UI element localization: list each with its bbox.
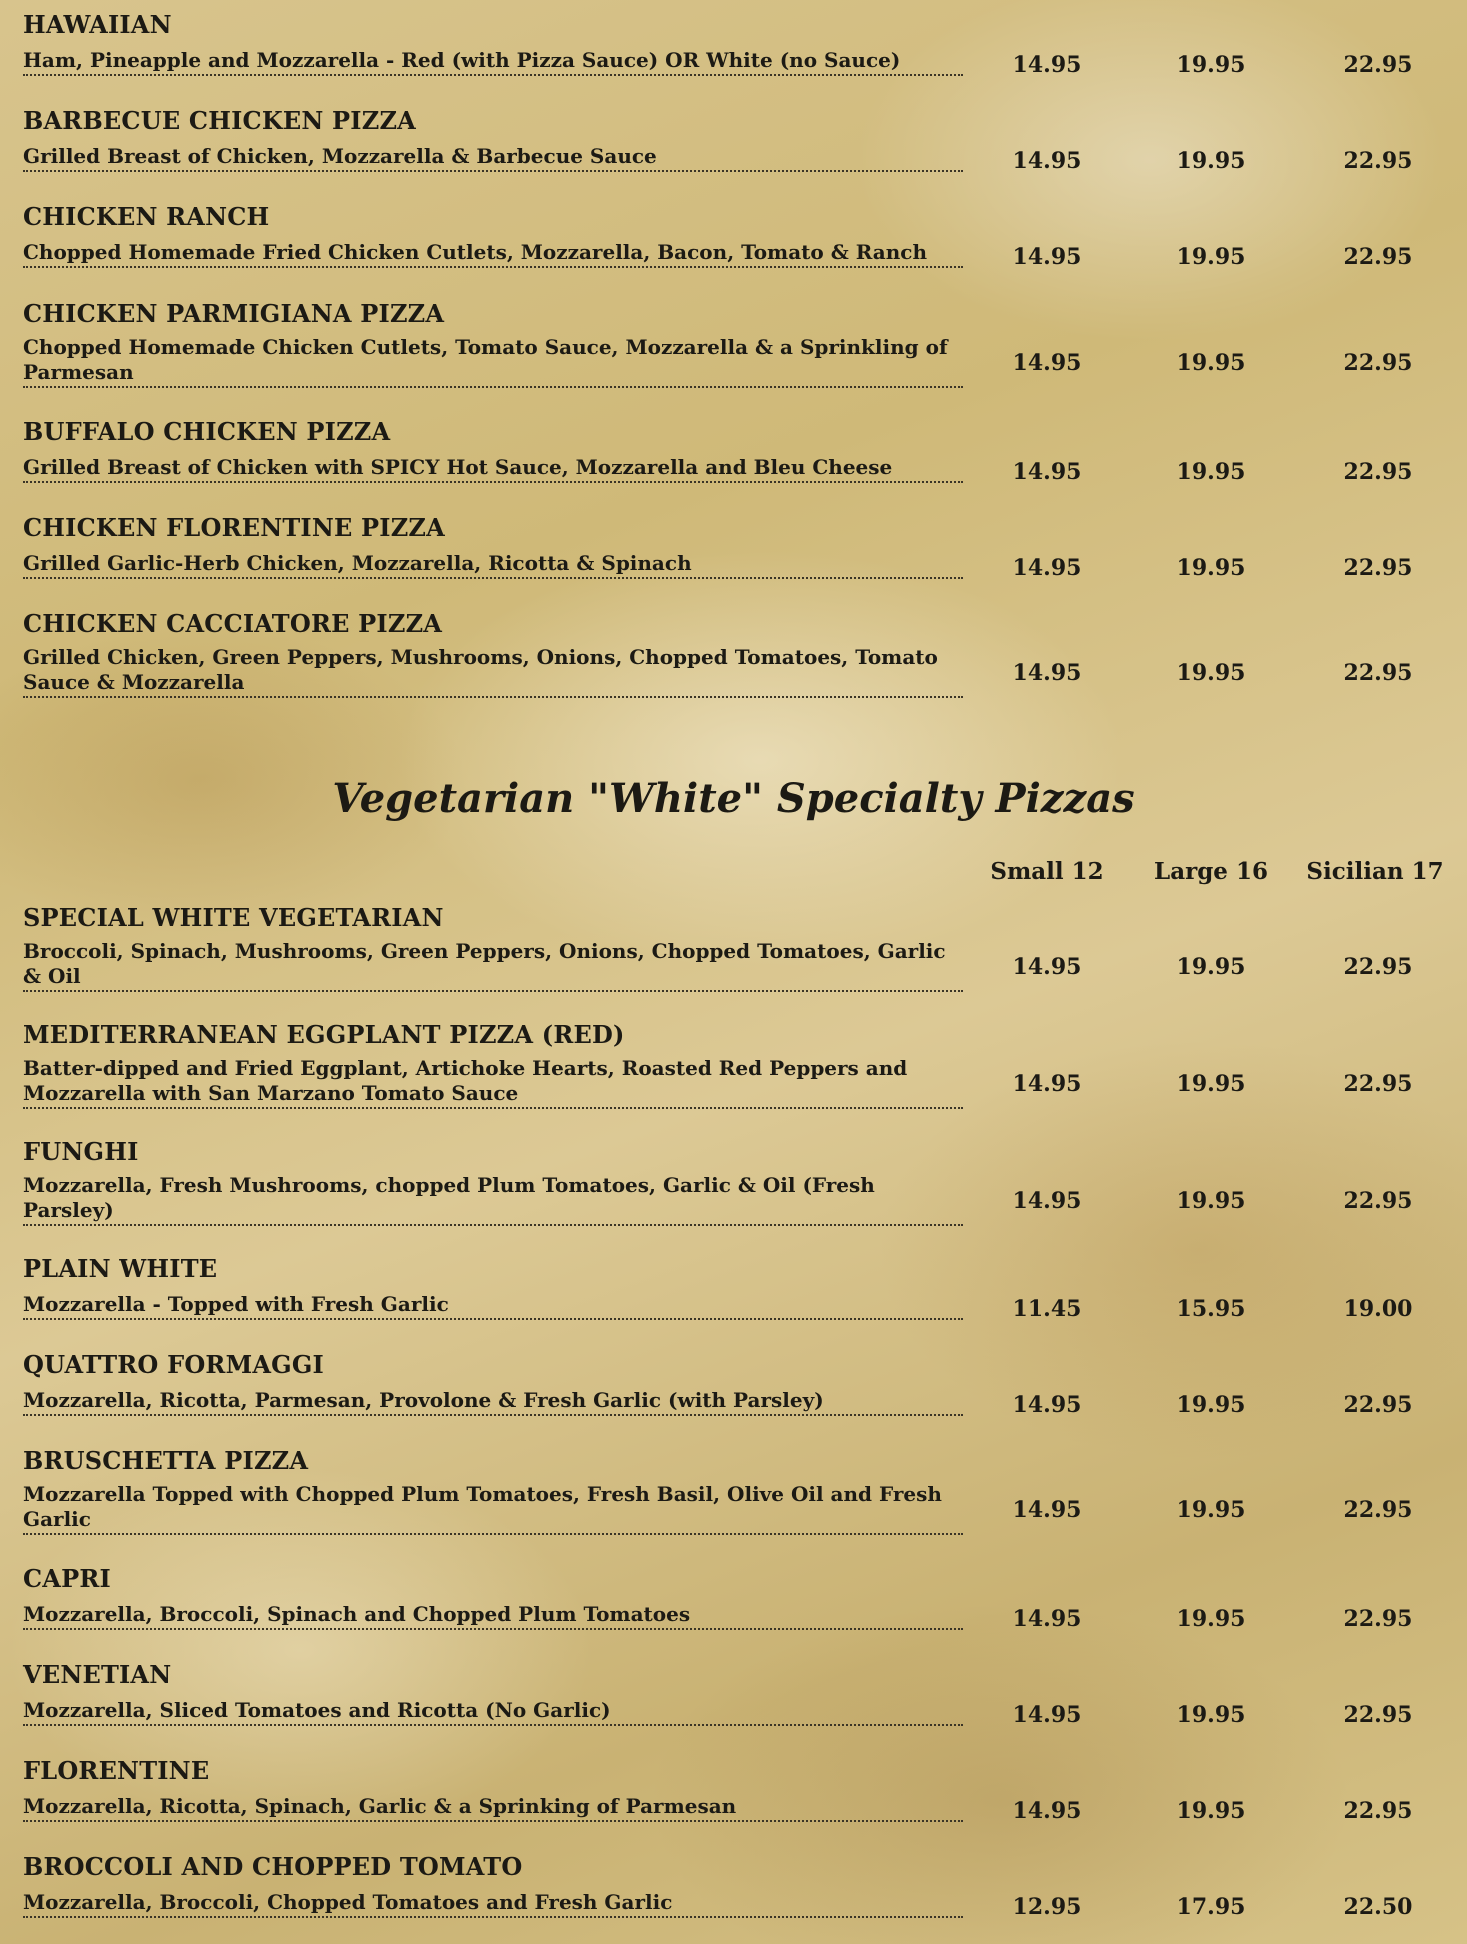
item-description: Mozzarella Topped with Chopped Plum Tomatoes, Fresh Basil, Olive Oil and Fresh Garlic (23, 1482, 963, 1535)
price-large: 19.95 (1176, 1702, 1246, 1728)
price-sicilian: 22.95 (1343, 459, 1413, 485)
price-sicilian: 19.00 (1343, 1296, 1413, 1322)
item-name: BARBECUE CHICKEN PIZZA (23, 106, 416, 135)
price-sicilian: 22.95 (1343, 1497, 1413, 1523)
item-name: VENETIAN (23, 1660, 172, 1689)
price-sicilian: 22.95 (1343, 660, 1413, 686)
price-small: 14.95 (1012, 350, 1082, 376)
price-large: 19.95 (1176, 350, 1246, 376)
item-name: CHICKEN FLORENTINE PIZZA (23, 513, 445, 542)
price-small: 12.95 (1012, 1894, 1082, 1920)
item-name: CHICKEN PARMIGIANA PIZZA (23, 299, 445, 328)
price-large: 19.95 (1176, 52, 1246, 78)
price-large: 19.95 (1176, 1798, 1246, 1824)
column-header-large: Large 16 (1154, 858, 1268, 885)
column-header-small: Small 12 (990, 858, 1104, 885)
item-name: MEDITERRANEAN EGGPLANT PIZZA (RED) (23, 1020, 625, 1049)
item-name: FUNGHI (23, 1137, 139, 1166)
price-small: 14.95 (1012, 52, 1082, 78)
price-small: 14.95 (1012, 1798, 1082, 1824)
price-small: 11.45 (1012, 1296, 1082, 1322)
price-small: 14.95 (1012, 459, 1082, 485)
price-large: 19.95 (1176, 1392, 1246, 1418)
price-sicilian: 22.95 (1343, 350, 1413, 376)
price-small: 14.95 (1012, 660, 1082, 686)
item-description: Grilled Breast of Chicken with SPICY Hot Sauce, Mozzarella and Bleu Cheese (23, 455, 963, 483)
price-large: 19.95 (1176, 459, 1246, 485)
item-description: Chopped Homemade Chicken Cutlets, Tomato Sauce, Mozzarella & a Sprinkling of Parmesan (23, 335, 963, 388)
item-name: BUFFALO CHICKEN PIZZA (23, 417, 391, 446)
price-small: 14.95 (1012, 148, 1082, 174)
price-sicilian: 22.95 (1343, 1392, 1413, 1418)
price-sicilian: 22.95 (1343, 1188, 1413, 1214)
price-sicilian: 22.95 (1343, 555, 1413, 581)
price-large: 19.95 (1176, 148, 1246, 174)
section-title: Vegetarian "White" Specialty Pizzas (332, 775, 1135, 822)
price-small: 14.95 (1012, 1392, 1082, 1418)
price-sicilian: 22.95 (1343, 244, 1413, 270)
price-small: 14.95 (1012, 1071, 1082, 1097)
price-sicilian: 22.95 (1343, 1606, 1413, 1632)
price-large: 19.95 (1176, 555, 1246, 581)
item-description: Mozzarella, Ricotta, Parmesan, Provolone & Fresh Garlic (with Parsley) (23, 1388, 963, 1416)
column-header-sicilian: Sicilian 17 (1306, 858, 1444, 885)
price-large: 19.95 (1176, 1497, 1246, 1523)
item-name: BRUSCHETTA PIZZA (23, 1446, 309, 1475)
item-name: CHICKEN RANCH (23, 202, 270, 231)
item-name: QUATTRO FORMAGGI (23, 1350, 324, 1379)
item-name: SPECIAL WHITE VEGETARIAN (23, 903, 444, 932)
item-name: PLAIN WHITE (23, 1254, 218, 1283)
price-sicilian: 22.95 (1343, 1702, 1413, 1728)
item-description: Chopped Homemade Fried Chicken Cutlets, Mozzarella, Bacon, Tomato & Ranch (23, 240, 963, 268)
price-small: 14.95 (1012, 954, 1082, 980)
item-description: Mozzarella, Sliced Tomatoes and Ricotta (No Garlic) (23, 1698, 963, 1726)
item-description: Mozzarella, Fresh Mushrooms, chopped Plum Tomatoes, Garlic & Oil (Fresh Parsley) (23, 1173, 963, 1226)
price-sicilian: 22.50 (1343, 1894, 1413, 1920)
price-small: 14.95 (1012, 1702, 1082, 1728)
item-description: Mozzarella - Topped with Fresh Garlic (23, 1292, 963, 1320)
item-name: BROCCOLI AND CHOPPED TOMATO (23, 1852, 523, 1881)
price-large: 19.95 (1176, 244, 1246, 270)
price-sicilian: 22.95 (1343, 52, 1413, 78)
item-description: Grilled Breast of Chicken, Mozzarella & Barbecue Sauce (23, 144, 963, 172)
price-small: 14.95 (1012, 244, 1082, 270)
price-large: 15.95 (1176, 1296, 1246, 1322)
item-description: Mozzarella, Ricotta, Spinach, Garlic & a Sprinking of Parmesan (23, 1794, 963, 1822)
price-large: 19.95 (1176, 1071, 1246, 1097)
price-small: 14.95 (1012, 555, 1082, 581)
price-small: 14.95 (1012, 1606, 1082, 1632)
price-large: 19.95 (1176, 1188, 1246, 1214)
price-small: 14.95 (1012, 1188, 1082, 1214)
price-sicilian: 22.95 (1343, 1071, 1413, 1097)
item-description: Grilled Chicken, Green Peppers, Mushrooms, Onions, Chopped Tomatoes, Tomato Sauce & Mozzarella (23, 645, 963, 698)
price-sicilian: 22.95 (1343, 1798, 1413, 1824)
item-description: Batter-dipped and Fried Eggplant, Artichoke Hearts, Roasted Red Peppers and Mozzarella with San Marzano Tomato Sauce (23, 1056, 963, 1109)
item-description: Ham, Pineapple and Mozzarella - Red (with Pizza Sauce) OR White (no Sauce) (23, 48, 963, 76)
item-description: Broccoli, Spinach, Mushrooms, Green Peppers, Onions, Chopped Tomatoes, Garlic & Oil (23, 939, 963, 992)
price-sicilian: 22.95 (1343, 148, 1413, 174)
price-large: 17.95 (1176, 1894, 1246, 1920)
item-name: FLORENTINE (23, 1756, 210, 1785)
price-small: 14.95 (1012, 1497, 1082, 1523)
item-description: Mozzarella, Broccoli, Spinach and Chopped Plum Tomatoes (23, 1602, 963, 1630)
item-name: HAWAIIAN (23, 10, 172, 39)
item-name: CHICKEN CACCIATORE PIZZA (23, 609, 443, 638)
item-name: CAPRI (23, 1564, 111, 1593)
price-sicilian: 22.95 (1343, 954, 1413, 980)
item-description: Mozzarella, Broccoli, Chopped Tomatoes and Fresh Garlic (23, 1890, 963, 1918)
price-large: 19.95 (1176, 1606, 1246, 1632)
price-large: 19.95 (1176, 954, 1246, 980)
price-large: 19.95 (1176, 660, 1246, 686)
item-description: Grilled Garlic-Herb Chicken, Mozzarella, Ricotta & Spinach (23, 551, 963, 579)
